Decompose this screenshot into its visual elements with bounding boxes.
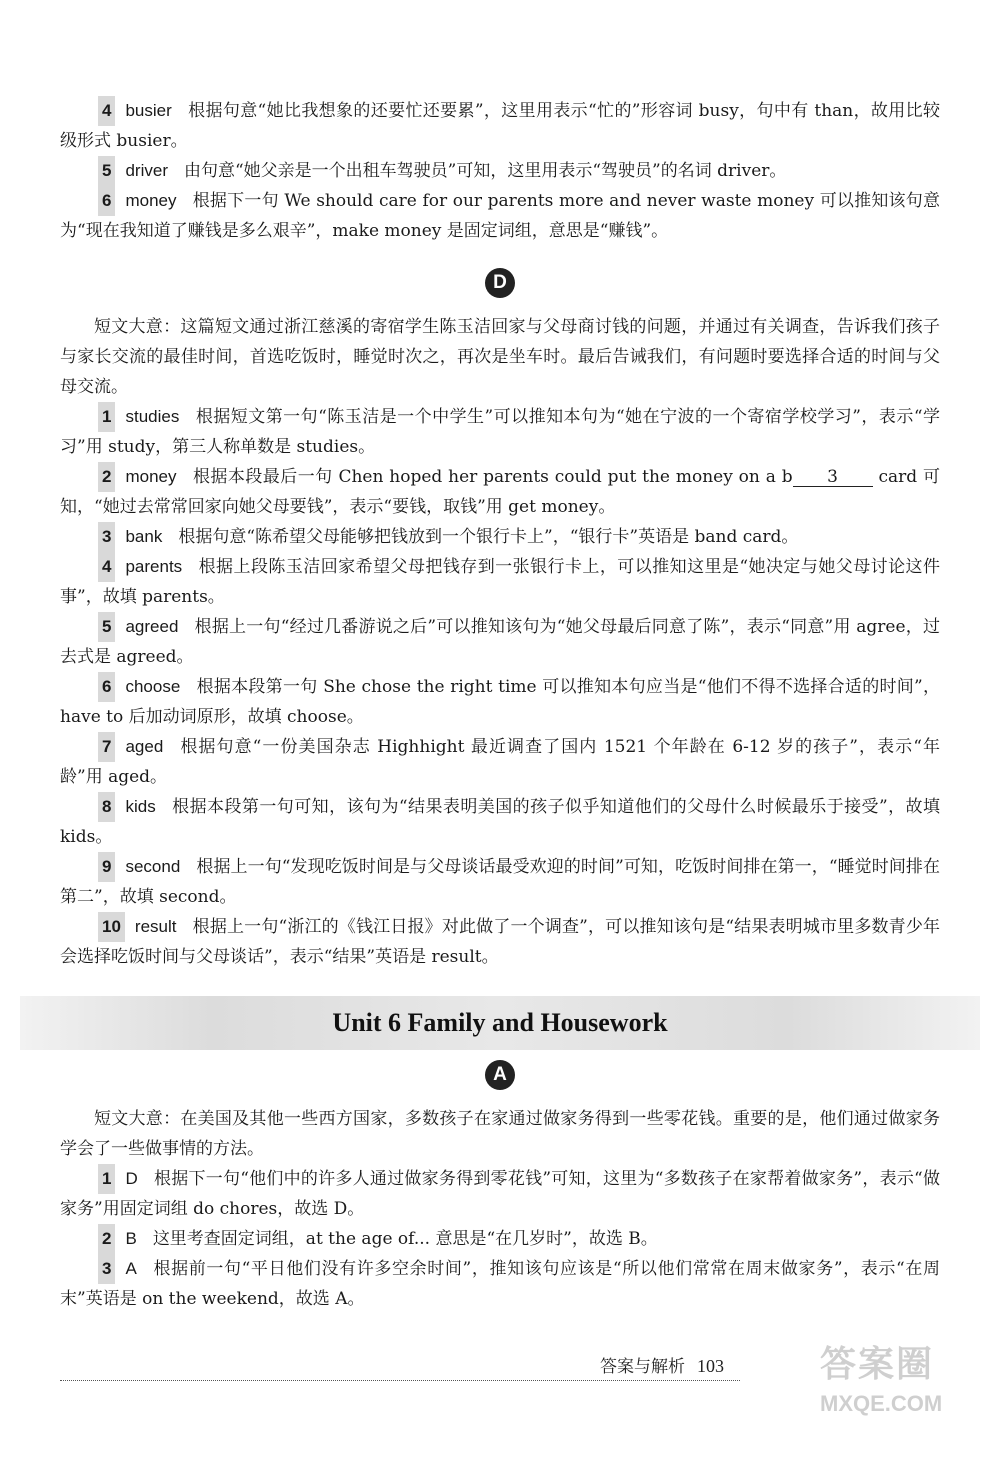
list-item bbox=[60, 96, 940, 156]
item-number: 1 bbox=[98, 402, 115, 432]
item-number: 5 bbox=[98, 156, 115, 186]
section-a-summary: 短文大意：在美国及其他一些西方国家，多数孩子在家通过做家务得到一些零花钱。重要的是，他们通过做家务学会了一些做事情的方法。 bbox=[60, 1109, 940, 1159]
top-items bbox=[60, 96, 940, 246]
item-explanation: 根据上一句“浙江的《钱江日报》对此做了一个调查”，可以推知该句是“结果表明城市里多数青少年会选择吃饭时间与父母谈话”，表示“结果”英语是 result。 bbox=[60, 917, 940, 967]
item-explanation: 根据句意“一份美国杂志 Highhight 最近调查了国内 1521 个年龄在 6-12 岁的孩子”，表示“年龄”用 aged。 bbox=[60, 737, 940, 787]
watermark-bottom: MXQE.COM bbox=[820, 1391, 943, 1416]
page-number: 103 bbox=[697, 1356, 724, 1376]
fill-blank: 3 bbox=[793, 468, 873, 487]
item-explanation-before: 根据本段最后一句 Chen hoped her parents could put the money on a b bbox=[192, 467, 793, 487]
item-explanation: 根据短文第一句“陈玉洁是一个中学生”可以推知本句为“她在宁波的一个寄宿学校学习”，表示“学习”用 study，第三人称单数是 studies。 bbox=[60, 407, 940, 457]
item-answer: D bbox=[125, 1169, 138, 1188]
item-number: 6 bbox=[98, 672, 115, 702]
item-number: 7 bbox=[98, 732, 115, 762]
item-explanation: 根据下一句 We should care for our parents more and never waste money 可以推知该句意为“现在我知道了赚钱是多么艰辛”，make money 是固定词组，意思是“赚钱”。 bbox=[60, 191, 940, 241]
section-d-summary: 短文大意：这篇短文通过浙江慈溪的寄宿学生陈玉洁回家与父母商讨钱的问题，并通过有关调查，告诉我们孩子与家长交流的最佳时间，首选吃饭时，睡觉时次之，再次是坐车时。最后告诫我们，有问题时要选择合适的时间与父母交流。 bbox=[60, 317, 940, 397]
site-watermark bbox=[820, 1336, 980, 1446]
item-number: 4 bbox=[98, 96, 115, 126]
list-item bbox=[60, 1164, 940, 1224]
item-number: 8 bbox=[98, 792, 115, 822]
item-number: 4 bbox=[98, 552, 115, 582]
watermark-top: 答案圈 bbox=[820, 1343, 935, 1384]
section-badge-a: A bbox=[485, 1060, 515, 1090]
section-a-header bbox=[60, 1060, 940, 1090]
item-explanation: 根据上一句“发现吃饭时间是与父母谈话最受欢迎的时间”可知，吃饭时间排在第一，“睡觉时间排在第二”，故填 second。 bbox=[60, 857, 940, 907]
list-item bbox=[60, 462, 940, 522]
item-answer: parents bbox=[125, 557, 183, 576]
item-answer: money bbox=[125, 191, 177, 210]
item-answer: studies bbox=[125, 407, 180, 426]
item-explanation: 根据本段第一句可知，该句为“结果表明美国的孩子似乎知道他们的父母什么时候最乐于接受”，故填 kids。 bbox=[60, 797, 940, 847]
list-item bbox=[60, 912, 940, 972]
page-footer bbox=[600, 1352, 724, 1377]
item-explanation: 根据上一句“经过几番游说之后”可以推知该句为“她父母最后同意了陈”，表示“同意”用 agree，过去式是 agreed。 bbox=[60, 617, 940, 667]
item-explanation-after: card 可知，“她过去常常回家向她父母要钱”，表示“要钱，取钱”用 get money。 bbox=[60, 467, 940, 517]
footer-label: 答案与解析 bbox=[600, 1357, 685, 1377]
item-explanation: 根据上段陈玉洁回家希望父母把钱存到一张银行卡上，可以推知这里是“她决定与她父母讨论这件事”，故填 parents。 bbox=[60, 557, 940, 607]
section-badge-d: D bbox=[485, 268, 515, 298]
section-d-header bbox=[60, 268, 940, 298]
item-number: 3 bbox=[98, 522, 115, 552]
item-answer: kids bbox=[125, 797, 156, 816]
list-item bbox=[60, 1254, 940, 1314]
item-answer: agreed bbox=[125, 617, 179, 636]
item-number: 10 bbox=[98, 912, 125, 942]
footer-divider bbox=[60, 1380, 740, 1381]
item-answer: A bbox=[125, 1259, 137, 1278]
item-number: 2 bbox=[98, 462, 115, 492]
list-item bbox=[60, 852, 940, 912]
item-explanation: 根据下一句“他们中的许多人通过做家务得到零花钱”可知，这里为“多数孩子在家帮着做家务”，表示“做家务”用固定词组 do chores，故选 D。 bbox=[60, 1169, 940, 1219]
list-item bbox=[60, 522, 940, 552]
item-number: 1 bbox=[98, 1164, 115, 1194]
list-item bbox=[60, 792, 940, 852]
list-item bbox=[60, 612, 940, 672]
list-item bbox=[60, 402, 940, 462]
list-item bbox=[60, 552, 940, 612]
item-explanation: 根据句意“她比我想象的还要忙还要累”，这里用表示“忙的”形容词 busy，句中有 than，故用比较级形式 busier。 bbox=[60, 101, 940, 151]
list-item bbox=[60, 1224, 940, 1254]
unit-title: Unit 6 Family and Housework bbox=[332, 1008, 668, 1037]
list-item bbox=[60, 672, 940, 732]
item-answer: bank bbox=[125, 527, 163, 546]
item-number: 3 bbox=[98, 1254, 115, 1284]
item-answer: busier bbox=[125, 101, 172, 120]
item-number: 5 bbox=[98, 612, 115, 642]
item-explanation: 根据句意“陈希望父母能够把钱放到一个银行卡上”，“银行卡”英语是 band card。 bbox=[178, 527, 799, 547]
item-answer: driver bbox=[125, 161, 168, 180]
item-explanation: 这里考查固定词组，at the age of... 意思是“在几岁时”，故选 B。 bbox=[152, 1229, 658, 1249]
list-item bbox=[60, 186, 940, 246]
unit-header-band bbox=[20, 996, 980, 1050]
section-a-items bbox=[60, 1164, 940, 1314]
item-answer: second bbox=[125, 857, 181, 876]
item-number: 2 bbox=[98, 1224, 115, 1254]
item-explanation: 根据本段第一句 She chose the right time 可以推知本句应当是“他们不得不选择合适的时间”，have to 后加动词原形，故填 choose。 bbox=[60, 677, 940, 727]
item-answer: B bbox=[125, 1229, 137, 1248]
item-answer: result bbox=[134, 917, 177, 936]
answer-page bbox=[60, 96, 940, 1314]
list-item bbox=[60, 156, 940, 186]
item-answer: money bbox=[125, 467, 177, 486]
item-explanation: 由句意“她父亲是一个出租车驾驶员”可知，这里用表示“驾驶员”的名词 driver。 bbox=[183, 161, 787, 181]
section-d-items bbox=[60, 402, 940, 972]
list-item bbox=[60, 732, 940, 792]
item-explanation: 根据前一句“平日他们没有许多空余时间”，推知该句应该是“所以他们常常在周末做家务”，表示“在周末”英语是 on the weekend，故选 A。 bbox=[60, 1259, 940, 1309]
item-number: 6 bbox=[98, 186, 115, 216]
item-number: 9 bbox=[98, 852, 115, 882]
item-answer: aged bbox=[125, 737, 164, 756]
item-answer: choose bbox=[125, 677, 181, 696]
